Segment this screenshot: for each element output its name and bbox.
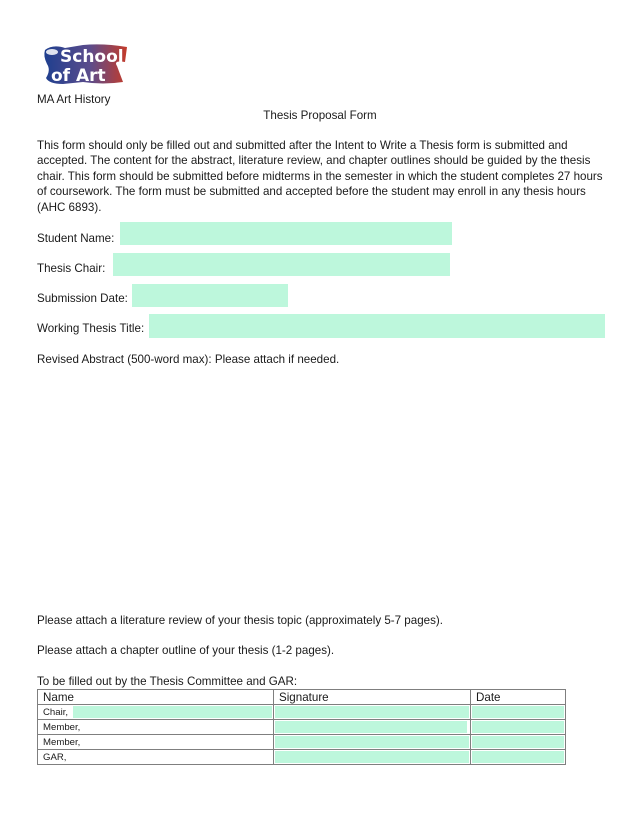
column-header-date: Date — [471, 690, 566, 705]
submission-date-label: Submission Date: — [37, 292, 128, 305]
abstract-instruction: Revised Abstract (500-word max): Please attach if needed. — [37, 353, 340, 366]
member-1-date-field[interactable] — [472, 721, 564, 733]
column-header-name: Name — [38, 690, 274, 705]
member-1-date-cell[interactable] — [471, 720, 566, 735]
member-2-name-cell — [38, 735, 274, 750]
gar-name-cell — [38, 750, 274, 765]
member-1-signature-cell[interactable] — [274, 720, 471, 735]
committee-heading: To be filled out by the Thesis Committee and GAR: — [37, 675, 298, 688]
member-2-signature-field[interactable] — [275, 736, 469, 748]
table-row-chair — [38, 705, 566, 720]
gar-signature-field[interactable] — [275, 751, 469, 763]
submission-date-field[interactable] — [132, 284, 288, 307]
chapter-outline-instruction: Please attach a chapter outline of your thesis (1-2 pages). — [37, 644, 335, 657]
member-1-signature-field[interactable] — [275, 721, 467, 733]
working-title-label: Working Thesis Title: — [37, 322, 145, 335]
chair-date-field[interactable] — [472, 706, 564, 718]
member-2-date-cell[interactable] — [471, 735, 566, 750]
thesis-chair-label: Thesis Chair: — [37, 262, 106, 275]
table-header-row — [38, 690, 566, 705]
column-header-signature: Signature — [274, 690, 471, 705]
committee-signature-table — [37, 689, 566, 765]
chair-signature-cell[interactable] — [274, 705, 471, 720]
chair-label: Chair, — [43, 706, 69, 718]
chair-signature-field[interactable] — [275, 706, 469, 718]
chair-name-field[interactable] — [73, 706, 272, 718]
member-2-label: Member, — [43, 736, 81, 748]
gar-date-field[interactable] — [472, 751, 564, 763]
literature-review-instruction: Please attach a literature review of your thesis topic (approximately 5-7 pages). — [37, 614, 443, 627]
member-1-name-cell — [38, 720, 274, 735]
member-2-date-field[interactable] — [472, 736, 564, 748]
svg-text:of Art: of Art — [51, 66, 106, 86]
member-1-label: Member, — [43, 721, 81, 733]
page-title: Thesis Proposal Form — [263, 109, 377, 122]
student-name-field[interactable] — [120, 222, 452, 245]
thesis-chair-field[interactable] — [113, 253, 450, 276]
gar-date-cell[interactable] — [471, 750, 566, 765]
school-of-art-logo — [43, 42, 129, 86]
svg-text:School: School — [60, 47, 124, 67]
working-title-field[interactable] — [149, 314, 605, 338]
table-row-member-1 — [38, 720, 566, 735]
intro-paragraph: This form should only be filled out and submitted after the Intent to Write a Thesis form is submitted and accepted. The content for the abstract, literature review, and chapter outlines should be guided by the thesis chair. This form should be submitted before midterms in the semester in which the student completes 27 hours of coursework. The form must be submitted and accepted before the student may enroll in any thesis hours (AHC 6893). — [37, 139, 603, 214]
table-row-gar — [38, 750, 566, 765]
program-name: MA Art History — [37, 93, 111, 106]
chair-name-cell[interactable] — [38, 705, 274, 720]
gar-signature-cell[interactable] — [274, 750, 471, 765]
logo-brush-icon — [43, 42, 129, 86]
student-name-label: Student Name: — [37, 232, 115, 245]
chair-date-cell[interactable] — [471, 705, 566, 720]
member-2-signature-cell[interactable] — [274, 735, 471, 750]
table-row-member-2 — [38, 735, 566, 750]
gar-label: GAR, — [43, 751, 67, 763]
